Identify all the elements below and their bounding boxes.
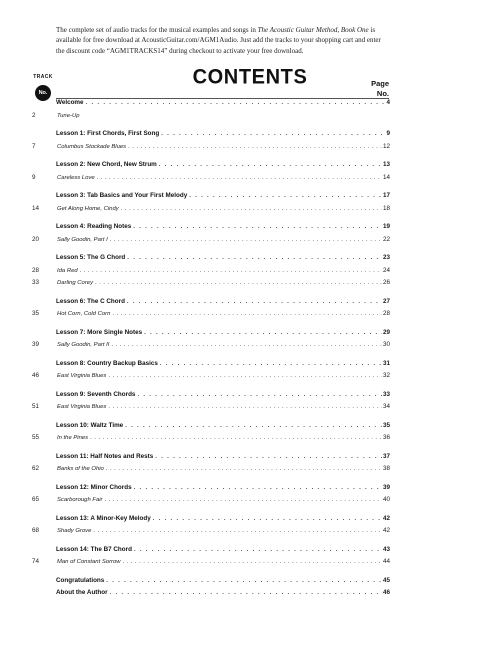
dot-leader: [108, 404, 382, 410]
page-number: 29: [382, 328, 390, 336]
page-number: 43: [382, 545, 390, 553]
toc-song-row: [32, 341, 390, 354]
song-title: Sally Goodin, Part II: [57, 342, 110, 348]
track-number: 74: [32, 558, 40, 565]
page-number: 44: [382, 558, 390, 565]
lesson-title: Lesson 13: A Minor-Key Melody: [56, 514, 151, 522]
page-number: 40: [382, 496, 390, 503]
page-number: 4: [386, 99, 390, 106]
toc-song-row: [32, 310, 390, 323]
toc-lesson-row: [32, 391, 390, 404]
song-title: Tune-Up: [57, 112, 80, 119]
toc-song-row: [32, 558, 390, 571]
song-title: Careless Love: [57, 174, 95, 181]
toc-song-row: [32, 236, 390, 249]
track-number: 9: [32, 173, 36, 181]
page-number: 24: [382, 266, 390, 274]
track-number: 35: [32, 310, 40, 317]
dot-leader: [110, 237, 382, 243]
toc-song-row: [32, 279, 390, 292]
dot-leader: [159, 162, 382, 168]
toc-lesson-row: [32, 130, 390, 143]
page-number: 42: [382, 527, 390, 534]
dot-leader: [153, 516, 382, 522]
lesson-title: Lesson 7: More Single Notes: [56, 328, 143, 336]
toc-lesson-row: [32, 192, 390, 205]
track-number: 46: [32, 372, 40, 379]
dot-leader: [105, 497, 382, 503]
dot-leader: [95, 280, 382, 286]
toc-song-row: [32, 174, 390, 187]
track-number: 2: [32, 111, 36, 119]
song-title: East Virginia Blues: [57, 404, 107, 410]
dot-leader: [111, 342, 382, 348]
dot-leader: [161, 131, 385, 137]
page-number: 37: [382, 452, 390, 460]
track-number: 14: [32, 204, 40, 212]
track-badge-label: TRACK: [33, 74, 53, 80]
intro-paragraph: [56, 25, 386, 56]
page-title: CONTENTS: [192, 65, 308, 89]
lesson-title: Welcome: [56, 99, 84, 106]
page-number: 31: [382, 359, 390, 367]
toc-lesson-row: [32, 99, 390, 112]
track-number: 7: [32, 142, 36, 150]
lesson-title: Lesson 1: First Chords, First Song: [56, 130, 160, 137]
lesson-title: Lesson 6: The C Chord: [56, 297, 125, 305]
toc-lesson-row: [32, 515, 390, 528]
toc-lesson-row: [32, 329, 390, 342]
dot-leader: [144, 330, 382, 336]
track-badge-circle: No.: [35, 85, 51, 101]
dot-leader: [127, 299, 382, 305]
table-of-contents: [32, 99, 390, 602]
toc-lesson-row: [32, 360, 390, 373]
track-number: 28: [32, 266, 40, 274]
page-number: 38: [382, 465, 390, 472]
toc-lesson-row: [32, 546, 390, 559]
dot-leader: [106, 466, 382, 472]
page-number-column-header: [371, 79, 389, 99]
track-number: 62: [32, 465, 40, 472]
lesson-title: About the Author: [56, 589, 108, 596]
song-title: In the Pines: [57, 435, 89, 441]
toc-lesson-row: [32, 484, 390, 497]
track-number: 20: [32, 235, 40, 243]
dot-leader: [108, 373, 382, 379]
song-title: Man of Constant Sorrow: [57, 559, 121, 565]
dot-leader: [127, 255, 382, 261]
toc-song-row: [32, 527, 390, 540]
track-number: 39: [32, 341, 40, 348]
toc-lesson-row: [32, 254, 390, 267]
song-title: Hot Corn, Cold Corn: [57, 311, 111, 317]
page-number: 42: [382, 514, 390, 522]
dot-leader: [133, 224, 382, 230]
track-number: 51: [32, 403, 40, 410]
lesson-title: Lesson 8: Country Backup Basics: [56, 359, 158, 367]
toc-song-row: [32, 465, 390, 478]
lesson-title: Lesson 3: Tab Basics and Your First Melody: [56, 192, 188, 199]
dot-leader: [123, 559, 382, 565]
song-title: Scarborough Fair: [57, 497, 103, 503]
dot-leader: [93, 528, 382, 534]
lesson-title: Lesson 5: The G Chord: [56, 254, 126, 261]
lesson-title: Lesson 11: Half Notes and Rests: [56, 452, 154, 460]
song-title: Columbus Stockade Blues: [57, 143, 127, 150]
page-number: 12: [382, 142, 390, 150]
dot-leader: [106, 578, 382, 584]
page-header-line1: Page: [371, 79, 389, 88]
lesson-title: Lesson 2: New Chord, New Strum: [56, 161, 157, 168]
toc-lesson-row: [32, 422, 390, 435]
toc-lesson-row: [32, 298, 390, 311]
toc-song-row: [32, 112, 390, 125]
song-title: Ida Red: [57, 267, 78, 274]
page-number: 27: [382, 297, 390, 305]
intro-book-title: The Acoustic Guitar Method, Book One: [257, 26, 369, 34]
page-number: 28: [382, 310, 390, 317]
toc-song-row: [32, 205, 390, 218]
dot-leader: [134, 485, 382, 491]
page-number: 9: [386, 130, 390, 137]
toc-lesson-row: [32, 161, 390, 174]
dot-leader: [160, 361, 382, 367]
page-number: 26: [382, 279, 390, 286]
dot-leader: [137, 392, 382, 398]
page-number: 19: [382, 223, 390, 230]
lesson-title: Lesson 4: Reading Notes: [56, 223, 132, 230]
dot-leader: [121, 206, 382, 212]
page-number: 45: [382, 576, 390, 584]
page-number: 30: [382, 341, 390, 348]
toc-song-row: [32, 267, 390, 280]
lesson-title: Lesson 10: Waltz Time: [56, 421, 124, 429]
track-number: 65: [32, 496, 40, 503]
toc-song-row: [32, 496, 390, 509]
page-number: 39: [382, 483, 390, 491]
song-title: Shady Grove: [57, 528, 92, 534]
page-number: 34: [382, 403, 390, 410]
page-number: 23: [382, 254, 390, 261]
toc-song-row: [32, 372, 390, 385]
page-number: 46: [382, 589, 390, 596]
dot-leader: [155, 454, 382, 460]
dot-leader: [128, 144, 382, 150]
song-title: Get Along Home, Cindy: [57, 205, 119, 212]
toc-lesson-row: [32, 453, 390, 466]
toc-song-row: [32, 403, 390, 416]
toc-lesson-row: [32, 223, 390, 236]
lesson-title: Lesson 12: Minor Chords: [56, 483, 132, 491]
page-number: 18: [382, 204, 390, 212]
intro-text-start: The complete set of audio tracks for the musical examples and songs in: [56, 26, 258, 34]
page-number: 32: [382, 372, 390, 379]
page-header-line2: No.: [376, 89, 389, 98]
lesson-title: Lesson 9: Seventh Chords: [56, 390, 136, 398]
track-number: 68: [32, 527, 40, 534]
dot-leader: [189, 193, 382, 199]
page-number: 22: [382, 235, 390, 243]
dot-leader: [97, 175, 382, 181]
lesson-title: Congratulations: [56, 576, 105, 584]
track-number: 55: [32, 434, 40, 441]
song-title: Sally Goodin, Part I: [57, 236, 108, 243]
song-title: Banks of the Ohio: [57, 466, 104, 472]
toc-lesson-row: [32, 589, 390, 602]
dot-leader: [112, 311, 382, 317]
dot-leader: [125, 423, 382, 429]
dot-leader: [80, 268, 382, 274]
song-title: East Virginia Blues: [57, 373, 107, 379]
page-number: 35: [382, 421, 390, 429]
track-number: 33: [32, 279, 40, 286]
page-number: 13: [382, 161, 390, 168]
dot-leader: [110, 590, 382, 596]
lesson-title: Lesson 14: The B7 Chord: [56, 545, 132, 553]
dot-leader: [90, 435, 382, 441]
page-number: 17: [382, 192, 390, 199]
toc-lesson-row: [32, 577, 390, 590]
intro-text-end: is available for free download at AcousticGuitar.com/AGM1Audio. Just add the tracks to your shopping cart and enter the discount code “AGM1TRACKS14” during checkout to activate your free download.: [56, 26, 381, 55]
page-number: 33: [382, 390, 390, 398]
dot-leader: [86, 100, 386, 106]
dot-leader: [134, 547, 382, 553]
toc-song-row: [32, 434, 390, 447]
song-title: Darling Corey: [57, 280, 94, 286]
page-number: 36: [382, 434, 390, 441]
toc-song-row: [32, 143, 390, 156]
page-number: 14: [382, 173, 390, 181]
